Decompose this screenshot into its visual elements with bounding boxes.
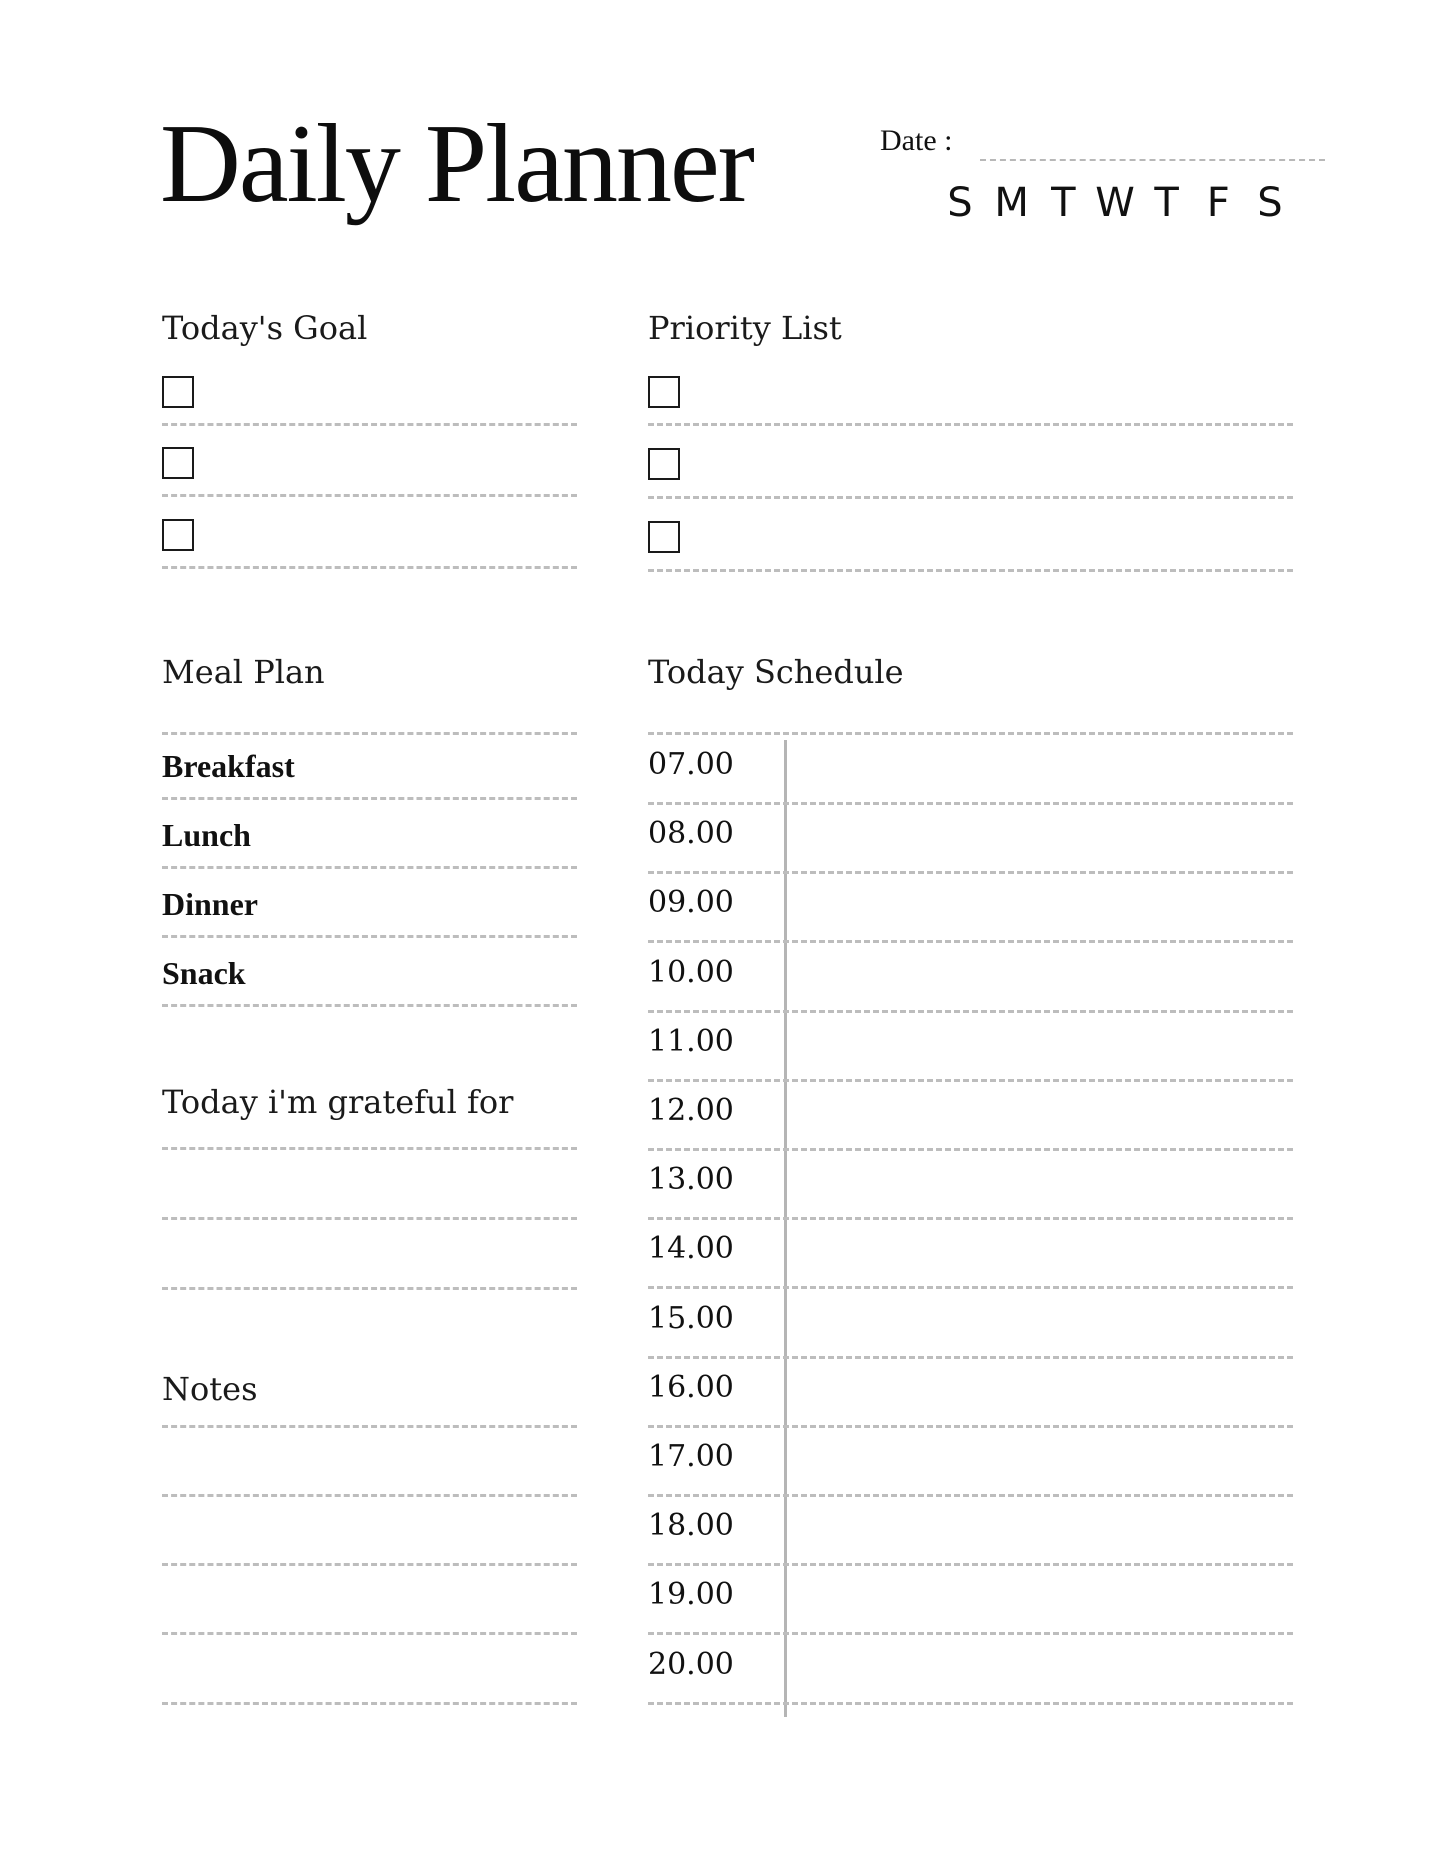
meal-line[interactable] — [162, 866, 577, 869]
notes-line[interactable] — [162, 1425, 577, 1428]
schedule-row-line[interactable] — [648, 1702, 1293, 1705]
meal-snack: Snack — [162, 955, 246, 991]
schedule-time-label: 09.00 — [648, 885, 734, 921]
weekday-sunday[interactable]: S — [947, 180, 973, 226]
grateful-line[interactable] — [162, 1287, 577, 1290]
meal-plan-heading: Meal Plan — [162, 653, 325, 691]
goal-line[interactable] — [162, 494, 577, 497]
meal-breakfast: Breakfast — [162, 748, 295, 784]
weekday-wednesday[interactable]: W — [1095, 180, 1135, 226]
schedule-time-label: 11.00 — [648, 1023, 734, 1059]
schedule-time-label: 19.00 — [648, 1577, 734, 1613]
schedule-time-label: 14.00 — [648, 1231, 734, 1267]
weekday-selector — [940, 180, 1290, 226]
meal-line[interactable] — [162, 935, 577, 938]
grateful-line[interactable] — [162, 1147, 577, 1150]
goal-checkbox[interactable] — [162, 519, 194, 551]
schedule-row-line[interactable] — [648, 871, 1293, 874]
schedule-time-label: 16.00 — [648, 1369, 734, 1405]
schedule-divider — [784, 740, 787, 1717]
goal-checkbox[interactable] — [162, 447, 194, 479]
schedule-time-label: 20.00 — [648, 1646, 734, 1682]
meal-lunch: Lunch — [162, 817, 251, 853]
goal-checkbox[interactable] — [162, 376, 194, 408]
weekday-friday[interactable]: F — [1206, 180, 1230, 226]
schedule-row-line[interactable] — [648, 1632, 1293, 1635]
schedule-row-line[interactable] — [648, 1425, 1293, 1428]
goals-heading: Today's Goal — [162, 309, 368, 347]
weekday-saturday[interactable]: S — [1257, 180, 1283, 226]
weekday-monday[interactable]: M — [994, 180, 1029, 226]
schedule-row-line[interactable] — [648, 1494, 1293, 1497]
schedule-time-label: 18.00 — [648, 1508, 734, 1544]
meal-line[interactable] — [162, 797, 577, 800]
notes-line[interactable] — [162, 1494, 577, 1497]
schedule-row-line[interactable] — [648, 802, 1293, 805]
notes-heading: Notes — [162, 1370, 258, 1408]
goal-line[interactable] — [162, 566, 577, 569]
schedule-time-label: 12.00 — [648, 1093, 734, 1128]
priority-checkbox[interactable] — [648, 376, 680, 408]
notes-line[interactable] — [162, 1563, 577, 1566]
schedule-top-line — [648, 732, 1293, 735]
meal-dinner: Dinner — [162, 886, 258, 922]
date-field-line[interactable] — [980, 159, 1325, 161]
priority-line[interactable] — [648, 569, 1293, 572]
schedule-time-label: 08.00 — [648, 816, 734, 852]
weekday-tuesday[interactable]: T — [1051, 180, 1076, 226]
schedule-row-line[interactable] — [648, 1563, 1293, 1566]
notes-line[interactable] — [162, 1702, 577, 1705]
schedule-row-line[interactable] — [648, 1148, 1293, 1151]
grateful-heading: Today i'm grateful for — [162, 1083, 514, 1121]
date-label: Date : — [880, 124, 953, 157]
page-title: Daily Planner — [160, 102, 753, 226]
priority-line[interactable] — [648, 496, 1293, 499]
schedule-time-label: 15.00 — [648, 1300, 734, 1336]
schedule-row-line[interactable] — [648, 1217, 1293, 1220]
schedule-time-label: 07.00 — [648, 747, 734, 782]
schedule-time-label: 10.00 — [648, 954, 734, 990]
grateful-line[interactable] — [162, 1217, 577, 1220]
meal-line[interactable] — [162, 1004, 577, 1007]
goal-line[interactable] — [162, 423, 577, 426]
schedule-row-line[interactable] — [648, 940, 1293, 943]
priority-heading: Priority List — [648, 309, 842, 347]
schedule-row-line[interactable] — [648, 1356, 1293, 1359]
notes-line[interactable] — [162, 1632, 577, 1635]
meal-line — [162, 732, 577, 735]
schedule-row-line[interactable] — [648, 1079, 1293, 1082]
priority-line[interactable] — [648, 423, 1293, 426]
priority-checkbox[interactable] — [648, 521, 680, 553]
weekday-thursday[interactable]: T — [1154, 180, 1179, 226]
priority-checkbox[interactable] — [648, 448, 680, 480]
schedule-time-label: 13.00 — [648, 1162, 734, 1198]
schedule-time-label: 17.00 — [648, 1439, 734, 1474]
schedule-row-line[interactable] — [648, 1286, 1293, 1289]
schedule-row-line[interactable] — [648, 1010, 1293, 1013]
schedule-heading: Today Schedule — [648, 653, 904, 691]
